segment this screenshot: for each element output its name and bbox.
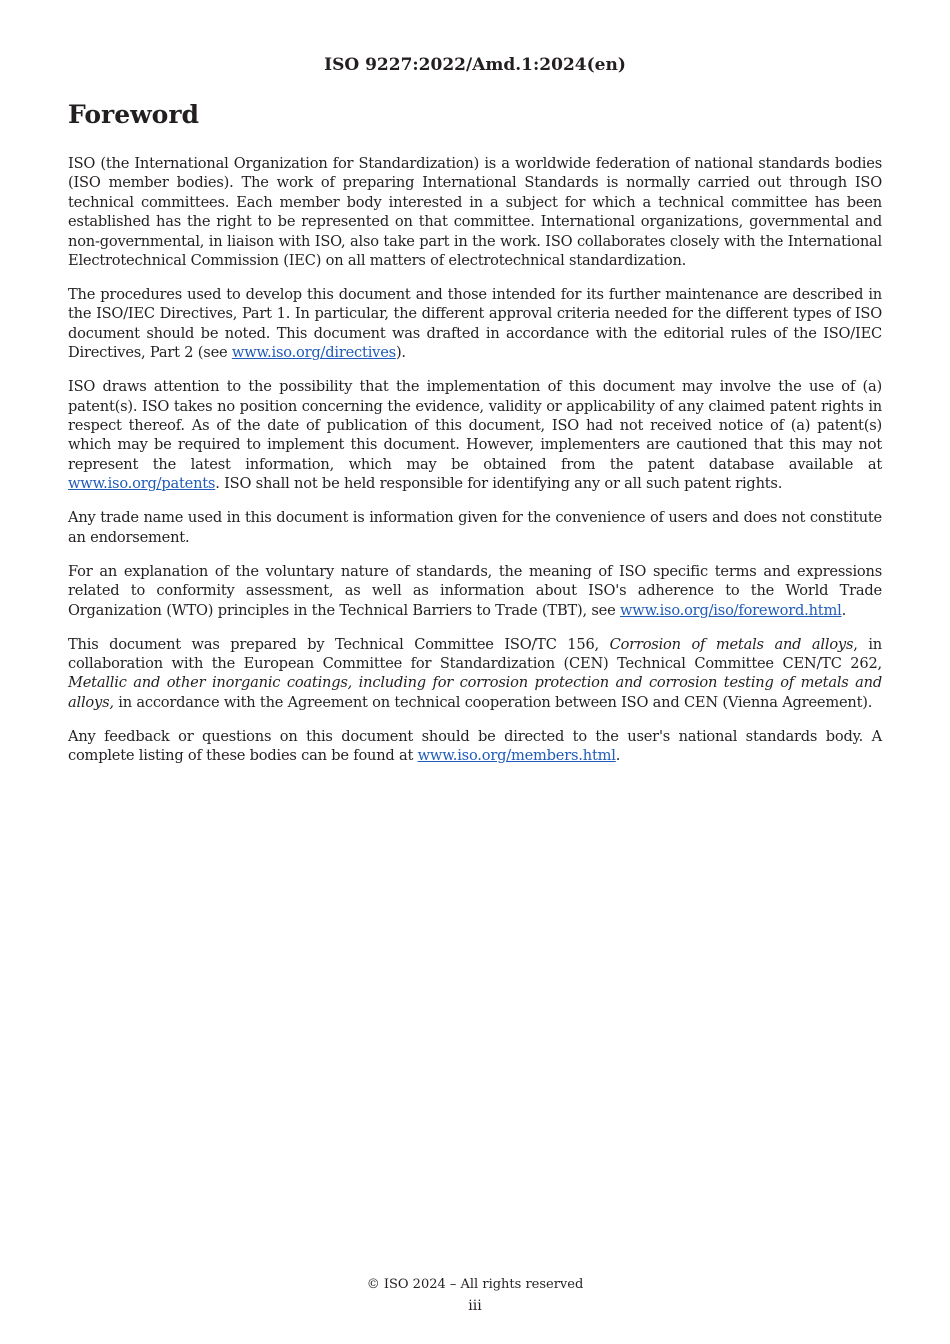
paragraph-text: ISO draws attention to the possibility that the implementation of this document may involve the use of (a) patent(s). ISO takes no position concerning the evidence, validity or applicability of any claimed patent rights in respect thereof. As of the date of publication of this document, ISO had not received notice of (a) patent(s) which may be required to implement this document. However, implementers are cautioned that this may not represent the latest information, which may be obtained from the patent database available at xyxy=(68,378,882,473)
paragraph-feedback xyxy=(68,727,882,766)
paragraph-text: For an explanation of the voluntary nature of standards, the meaning of ISO specific terms and expressions related to conformity assessment, as well as information about ISO's adherence to the World Trade Organization (WTO) principles in the Technical Barriers to Trade (TBT), see xyxy=(68,562,882,619)
committee-title: Corrosion of metals and alloys xyxy=(609,635,854,653)
directives-link[interactable]: www.iso.org/directives xyxy=(231,344,396,362)
paragraph-procedures xyxy=(68,285,882,363)
paragraph-text: in accordance with the Agreement on technical cooperation between ISO and CEN (Vienna Agreement). xyxy=(113,693,873,711)
paragraph-text: . ISO shall not be held responsible for identifying any or all such patent rights. xyxy=(215,475,783,493)
cen-committee-title: Metallic and other inorganic coatings, including for corrosion protection and corrosion testing of metals and alloys, xyxy=(68,674,882,711)
paragraph-trade-name: Any trade name used in this document is information given for the convenience of users and does not constitute an endorsement. xyxy=(68,509,882,546)
paragraph-text: ). xyxy=(395,344,406,362)
page-number: iii xyxy=(468,1298,482,1314)
copyright-footer: © ISO 2024 – All rights reserved xyxy=(366,1277,584,1292)
paragraph-text: . xyxy=(841,601,847,619)
paragraph-text: , in collaboration with the European Committee for Standardization (CEN) Technical Committee CEN/TC 262, xyxy=(68,635,882,672)
paragraph-committee xyxy=(68,635,882,713)
foreword-link[interactable]: www.iso.org/iso/foreword.html xyxy=(619,601,842,619)
members-link[interactable]: www.iso.org/members.html xyxy=(417,747,616,765)
patents-link[interactable]: www.iso.org/patents xyxy=(68,475,216,493)
paragraph-text: . xyxy=(615,747,621,765)
document-id-header: ISO 9227:2022/Amd.1:2024(en) xyxy=(324,55,626,75)
paragraph-text: Any feedback or questions on this document should be directed to the user's national standards body. A complete listing of these bodies can be found at xyxy=(68,727,882,765)
foreword-body xyxy=(68,154,882,780)
paragraph-patents xyxy=(68,377,882,493)
page-title: Foreword xyxy=(68,100,199,129)
paragraph-text: This document was prepared by Technical Committee ISO/TC 156, xyxy=(68,635,610,653)
paragraph-voluntary-nature xyxy=(68,562,882,620)
paragraph-text: The procedures used to develop this document and those intended for its further maintenance are described in the ISO/IEC Directives, Part 1. In particular, the different approval criteria needed for the different types of ISO document should be noted. This document was drafted in accordance with the editorial rules of the ISO/IEC Directives, Part 2 (see xyxy=(68,286,882,362)
paragraph-iso-intro: ISO (the International Organization for Standardization) is a worldwide federation of national standards bodies (ISO member bodies). The work of preparing International Standards is normally carried out through ISO technical committees. Each member body interested in a subject for which a technical committee has been established has the right to be represented on that committee. International organizations, governmental and non-governmental, in liaison with ISO, also take part in the work. ISO collaborates closely with the International Electrotechnical Commission (IEC) on all matters of electrotechnical standardization. xyxy=(68,155,882,270)
